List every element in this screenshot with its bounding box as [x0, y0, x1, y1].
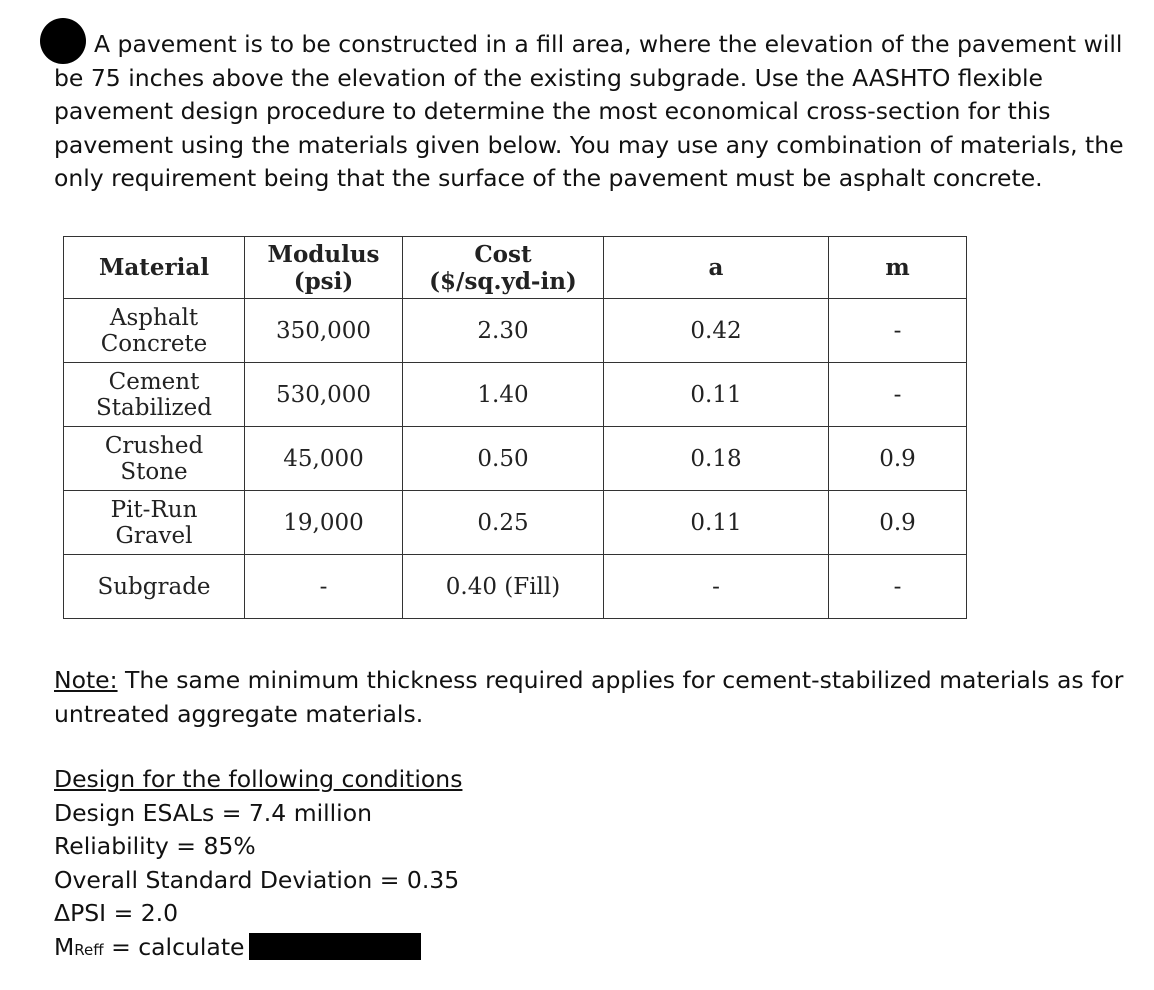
- conditions-heading: Design for the following conditions: [54, 765, 463, 793]
- cell-cost: 2.30: [403, 299, 604, 363]
- header-modulus: Modulus (psi): [245, 237, 403, 299]
- cell-m: -: [829, 363, 967, 427]
- cell-material: Asphalt Concrete: [64, 299, 245, 363]
- problem-statement: A pavement is to be constructed in a fill area, where the elevation of the pavement will be 75 inches above the elevation of the existing subgrade. Use the AASHTO flexible pavement design procedure to determine the most economical cross-section for this pavement using the materials given below. You may use any combination of materials, the only requirement being that the surface of the pavement must be asphalt concrete.: [54, 30, 1124, 192]
- header-cost: Cost ($/sq.yd-in): [403, 237, 604, 299]
- cell-a: 0.18: [604, 427, 829, 491]
- cell-modulus: 530,000: [245, 363, 403, 427]
- cell-a: 0.42: [604, 299, 829, 363]
- cell-material: Subgrade: [64, 555, 245, 619]
- cell-modulus: -: [245, 555, 403, 619]
- header-a: a: [604, 237, 829, 299]
- cell-m: -: [829, 555, 967, 619]
- cell-modulus: 45,000: [245, 427, 403, 491]
- cell-material: Pit-Run Gravel: [64, 491, 245, 555]
- table-row: [64, 363, 967, 427]
- materials-table: [63, 236, 967, 619]
- table-row: [64, 491, 967, 555]
- cell-a: 0.11: [604, 491, 829, 555]
- table-row: [64, 299, 967, 363]
- design-conditions: [54, 763, 462, 967]
- table-row: [64, 555, 967, 619]
- note-text: The same minimum thickness required applies for cement-stabilized materials as for untreated aggregate materials.: [54, 666, 1124, 728]
- condition-mreff: MReff = calculate: [54, 931, 462, 968]
- cell-cost: 0.40 (Fill): [403, 555, 604, 619]
- cell-material: Cement Stabilized: [64, 363, 245, 427]
- cell-cost: 0.25: [403, 491, 604, 555]
- condition-esals: Design ESALs = 7.4 million: [54, 798, 372, 827]
- cell-a: 0.11: [604, 363, 829, 427]
- header-m: m: [829, 237, 967, 299]
- cell-cost: 1.40: [403, 363, 604, 427]
- condition-std-dev: Overall Standard Deviation = 0.35: [54, 865, 460, 894]
- note-label: Note:: [54, 666, 118, 694]
- redaction-bar: [249, 933, 421, 960]
- condition-dpsi: ΔPSI = 2.0: [54, 899, 179, 927]
- cell-modulus: 19,000: [245, 491, 403, 555]
- cell-modulus: 350,000: [245, 299, 403, 363]
- cell-m: 0.9: [829, 427, 967, 491]
- cell-m: 0.9: [829, 491, 967, 555]
- header-material: Material: [64, 237, 245, 299]
- condition-reliability: Reliability = 85%: [54, 832, 256, 860]
- cell-cost: 0.50: [403, 427, 604, 491]
- table-row: [64, 427, 967, 491]
- table-header-row: [64, 237, 967, 299]
- cell-a: -: [604, 555, 829, 619]
- note-paragraph: [54, 663, 1124, 731]
- cell-m: -: [829, 299, 967, 363]
- cell-material: Crushed Stone: [64, 427, 245, 491]
